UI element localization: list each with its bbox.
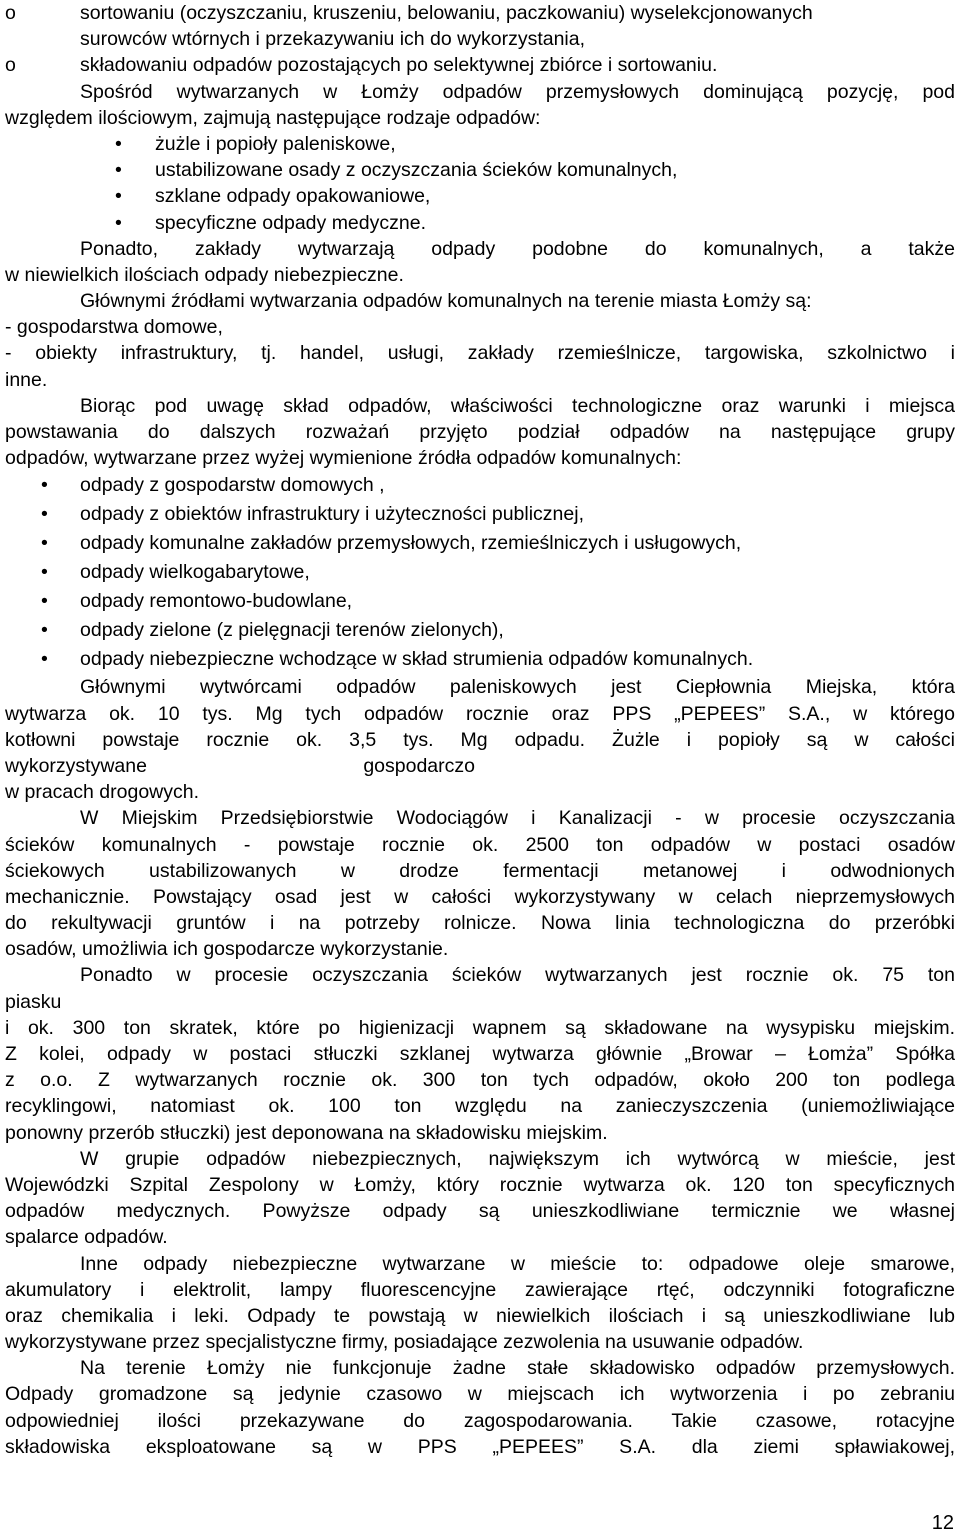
paragraph	[5, 236, 955, 288]
text-line: względem ilościowym, zajmują następujące rodzaje odpadów:	[5, 106, 541, 129]
circle-bullet-icon: o	[5, 2, 16, 24]
text-line: - gospodarstwa domowe,	[5, 316, 223, 339]
paragraph	[5, 288, 955, 393]
text-line: powstawania do dalszych rozważań przyjęto podział odpadów na następujące grupy	[5, 421, 955, 443]
list-item: o sortowaniu (oczyszczaniu, kruszeniu, belowaniu, paczkowaniu) wyselekcjonowanych	[5, 0, 955, 26]
paragraph	[5, 1251, 955, 1356]
circle-bullet-icon: o	[5, 54, 16, 77]
list-item: • odpady remontowo-budowlane,	[5, 587, 955, 616]
text-line: ścieków komunalnych - powstaje rocznie ok. 2500 ton odpadów w postaci osadów	[5, 833, 955, 856]
text-line: W Miejskim Przedsiębiorstwie Wodociągów i Kanalizacji - w procesie oczyszczania	[80, 807, 955, 830]
text-line: Głównymi wytwórcami odpadów paleniskowych jest Ciepłownia Miejska, która	[80, 676, 955, 699]
text-line: w pracach drogowych.	[5, 781, 200, 804]
list-item: • odpady wielkogabarytowe,	[5, 558, 955, 587]
text-line: Spośród wytwarzanych w Łomży odpadów przemysłowych dominującą pozycję, pod	[80, 80, 955, 103]
text-line: ściekowych ustabilizowanych w drodze fermentacji metanowej i odwodnionych	[5, 859, 955, 882]
text-line: odpowiedniej ilości przekazywane do zagospodarowania. Takie czasowe, rotacyjne	[5, 1409, 955, 1432]
text-line: i ok. 300 ton skratek, które po higienizacji wapnem są składowane na wysypisku miejskim.	[5, 1016, 955, 1039]
list-item: o składowaniu odpadów pozostających po selektywnej zbiórce i sortowaniu.	[5, 52, 955, 78]
bullet-list	[5, 471, 955, 674]
text-line: do rekultywacji gruntów i na potrzeby rolnicze. Nowa linia technologiczna do przeróbki	[5, 912, 955, 935]
paragraph	[5, 674, 955, 805]
list-item: • odpady komunalne zakładów przemysłowych, rzemieślniczych i usługowych,	[5, 529, 955, 558]
document-page	[5, 0, 955, 1460]
list-item: • odpady z gospodarstw domowych ,	[5, 471, 955, 500]
page-number: 12	[931, 1512, 954, 1534]
text-line: - obiekty infrastruktury, tj. handel, usługi, zakłady rzemieślnicze, targowiska, szkolnictwo i	[5, 342, 955, 365]
paragraph	[5, 1146, 955, 1251]
text-line: akumulatory i elektrolit, lampy fluorescencyjne zawierające rtęć, odczynniki fotograficzne	[5, 1278, 955, 1301]
text-line: Inne odpady niebezpieczne wytwarzane w mieście to: odpadowe oleje smarowe,	[80, 1252, 955, 1275]
text-line: inne.	[5, 368, 48, 391]
text-line: Z kolei, odpady w postaci stłuczki szklanej wytwarza głównie „Browar – Łomża” Spółka	[5, 1043, 955, 1065]
text-line: składowiska eksploatowane są w PPS „PEPEES” S.A. dla ziemi spławiakowej,	[5, 1435, 955, 1458]
list-item: • odpady z obiektów infrastruktury i użyteczności publicznej,	[5, 500, 955, 529]
paragraph	[5, 1355, 955, 1460]
paragraph	[5, 393, 955, 472]
text-line: wytwarza ok. 10 tys. Mg tych odpadów rocznie oraz PPS „PEPEES” S.A., w którego	[5, 702, 955, 725]
list-item: • szklane odpady opakowaniowe,	[5, 183, 955, 209]
list-item: • ustabilizowane osady z oczyszczania ścieków komunalnych,	[5, 157, 955, 183]
text-line: Ponadto w procesie oczyszczania ścieków wytwarzanych jest rocznie ok. 75 ton	[80, 964, 955, 987]
text-line: oraz chemikalia i leki. Odpady te powstają w niewielkich ilościach i są unieszkodliwiane lub	[5, 1304, 955, 1327]
text-line: mechanicznie. Powstający osad jest w całości wykorzystywany w celach nieprzemysłowych	[5, 885, 955, 908]
list-item: • żużle i popioły paleniskowe,	[5, 131, 955, 157]
text-line: kotłowni powstaje rocznie ok. 3,5 tys. Mg odpadu. Żużle i popioły są w całości	[5, 728, 955, 751]
text-line: Głównymi źródłami wytwarzania odpadów komunalnych na terenie miasta Łomży są:	[80, 290, 812, 313]
text-line: spalarce odpadów.	[5, 1226, 168, 1249]
list-item: • odpady niebezpieczne wchodzące w skład strumienia odpadów komunalnych.	[5, 645, 955, 674]
text-line: odpadów, wytwarzane przez wyżej wymienione źródła odpadów komunalnych:	[5, 447, 682, 470]
text-line: Odpady gromadzone są jedynie czasowo w miejscach ich wytworzenia i po zebraniu	[5, 1383, 955, 1406]
text-line: Ponadto, zakłady wytwarzają odpady podobne do komunalnych, a także	[80, 237, 955, 260]
list-item-continuation: surowców wtórnych i przekazywaniu ich do wykorzystania,	[80, 28, 586, 51]
paragraph	[5, 805, 955, 962]
text-line: recyklingowi, natomiast ok. 100 ton względu na zanieczyszczenia (uniemożliwiające	[5, 1095, 955, 1118]
text-line: odpadów medycznych. Powyższe odpady są unieszkodliwiane termicznie we własnej	[5, 1200, 955, 1223]
paragraph	[5, 79, 955, 131]
text-line: ponowny przerób stłuczki) jest deponowana na składowisku miejskim.	[5, 1121, 608, 1144]
text-line: z o.o. Z wytwarzanych rocznie ok. 300 ton tych odpadów, około 200 ton podlega	[5, 1069, 955, 1092]
text-line: Biorąc pod uwagę skład odpadów, właściwości technologiczne oraz warunki i miejsca	[80, 394, 955, 417]
text-line: w niewielkich ilościach odpady niebezpieczne.	[5, 263, 404, 286]
text-line: W grupie odpadów niebezpiecznych, największym ich wytwórcą w mieście, jest	[80, 1147, 955, 1170]
text-line: osadów, umożliwia ich gospodarcze wykorzystanie.	[5, 938, 449, 961]
paragraph	[5, 962, 955, 1145]
text-line: wykorzystywane gospodarczo	[5, 754, 475, 777]
list-item: • odpady zielone (z pielęgnacji terenów zielonych),	[5, 616, 955, 645]
text-line: piasku	[5, 990, 62, 1013]
o-list	[5, 0, 955, 79]
text-line: Wojewódzki Szpital Zespolony w Łomży, który rocznie wytwarza ok. 120 ton specyficznych	[5, 1173, 955, 1196]
text-line: Na terenie Łomży nie funkcjonuje żadne stałe składowisko odpadów przemysłowych.	[80, 1357, 955, 1380]
bullet-list	[5, 131, 955, 236]
list-item: • specyficzne odpady medyczne.	[5, 210, 955, 236]
text-line: wykorzystywane przez specjalistyczne firmy, posiadające zezwolenia na usuwanie odpadów.	[5, 1331, 804, 1354]
